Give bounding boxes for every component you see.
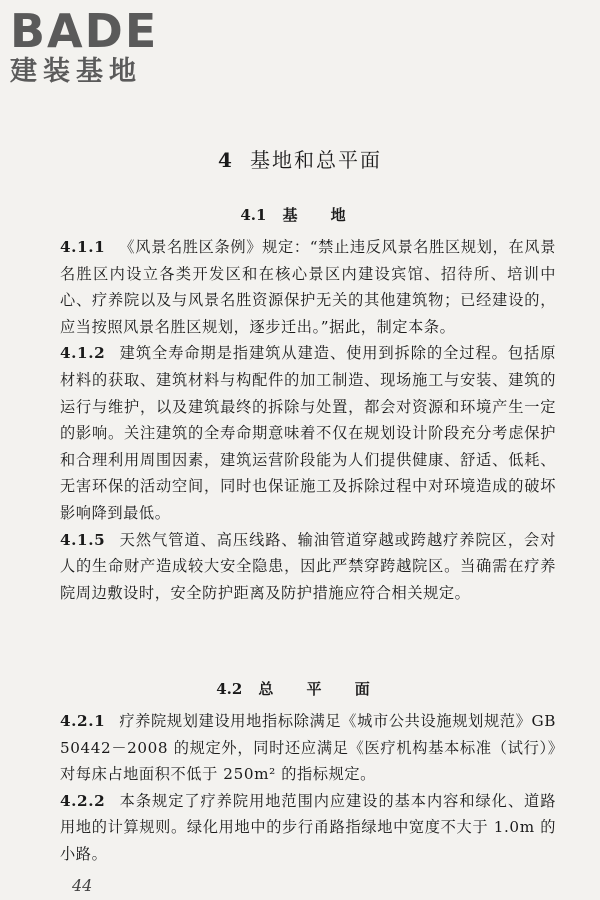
clause-4-2-2 [60,788,556,868]
logo-subtitle: 建装基地 [10,56,142,87]
clause-4-1-5 [60,527,556,607]
clause-4-1-1 [60,234,556,340]
section-number: 4.2 [216,680,243,698]
clause-text: 天然气管道、高压线路、输油管道穿越或跨越疗养院区，会对人的生命财产造成较大安全隐患，因此严禁穿跨越院区。当确需在疗养院周边敷设时，安全防护距离及防护措施应符合相关规定。 [60,530,556,602]
section-number: 4.1 [240,206,267,224]
clause-text: 《风景名胜区条例》规定：“禁止违反风景名胜区规划，在风景名胜区内设立各类开发区和在核心景区内建设宾馆、招待所、培训中心、疗养院以及与风景名胜资源保护无关的其他建筑物；已经建设的，应当按照风景名胜区规划，逐步迁出。”据此，制定本条。 [60,238,556,336]
clause-text: 疗养院规划建设用地指标除满足《城市公共设施规划规范》GB 50442－2008 的规定外，同时还应满足《医疗机构基本标准（试行）》对每床占地面积不低于 250m² 的指标规定。 [60,712,556,784]
clause-number: 4.2.2 [60,791,106,810]
clause-number: 4.1.2 [60,344,106,363]
logo-mark: BADE [10,4,159,58]
section-4-1-body [60,234,556,606]
clause-4-1-2 [60,340,556,526]
bade-logo [10,6,180,88]
clause-number: 4.1.1 [60,238,106,256]
clause-number: 4.2.1 [60,712,106,730]
chapter-number: 4 [218,148,234,172]
clause-4-2-1 [60,708,556,788]
clause-text: 建筑全寿命期是指建筑从建造、使用到拆除的全过程。包括原材料的获取、建筑材料与构配件的加工制造、现场施工与安装、建筑的运行与维护，以及建筑最终的拆除与处置，都会对资源和环境产生一定的影响。关注建筑的全寿命期意味着不仅在规划设计阶段充分考虑保护和合理利用周围因素，建筑运营阶段能为人们提供健康、舒适、低耗、无害环保的活动空间，同时也保证施工及拆除过程中对环境造成的破坏影响降到最低。 [60,344,556,522]
section-heading-4-2 [0,678,600,700]
section-title: 总 平 面 [258,680,384,698]
section-4-2-body [60,708,556,868]
clause-text: 本条规定了疗养院用地范围内应建设的基本内容和绿化、道路用地的计算规则。绿化用地中的步行甬路指绿地中宽度不大于 1.0m 的小路。 [60,791,556,863]
page-number: 44 [72,876,93,895]
chapter-title [0,146,600,174]
section-heading-4-1 [0,204,600,226]
section-title: 基 地 [282,206,360,224]
clause-number: 4.1.5 [60,530,106,549]
chapter-heading: 基地和总平面 [249,148,382,172]
